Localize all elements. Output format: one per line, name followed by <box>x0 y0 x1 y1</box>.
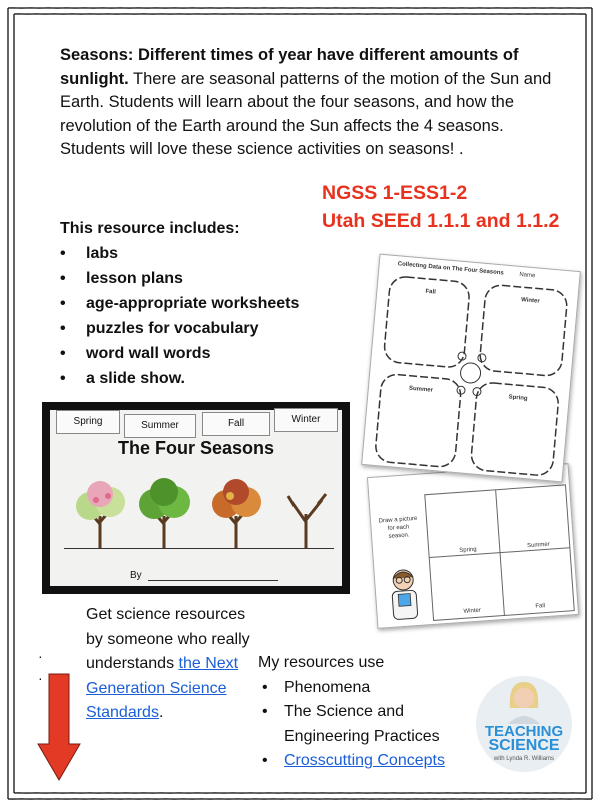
tab-summer: Summer <box>124 414 196 438</box>
promo-text <box>86 603 256 726</box>
standard-utah: Utah SEEd 1.1.1 and 1.1.2 <box>322 209 560 232</box>
list-item: • age-appropriate worksheets <box>60 291 360 316</box>
resources-heading: My resources use <box>258 654 385 671</box>
includes-section <box>60 216 360 391</box>
quad-label: Spring <box>459 546 477 554</box>
list-item <box>258 700 488 749</box>
four-seasons-booklet-photo <box>42 402 350 594</box>
worksheet1-name-label: Name <box>519 271 536 280</box>
teaching-science-logo <box>476 676 572 772</box>
list-item: • Phenomena <box>258 676 488 701</box>
booklet-by-label: By <box>130 570 142 581</box>
worksheet-draw-seasons <box>367 463 579 629</box>
ngss-link[interactable]: the Next Generation Science Standards <box>86 655 239 721</box>
quad-label: Summer <box>526 541 550 550</box>
season-trees-icon <box>60 472 340 550</box>
worksheet2-prompt: Draw a picture for each season. <box>378 515 418 540</box>
list-item: • labs <box>60 241 360 266</box>
intro-body: There are seasonal patterns of the motion of the Sun and Earth. Students will learn about the four seasons, and how the revolution of the Earth around the Sun affects the 4 seasons. Students will love these science activities on seasons! . <box>60 69 552 158</box>
includes-heading: This resource includes: <box>60 220 240 237</box>
standard-ngss: NGSS 1-ESS1-2 <box>322 182 468 204</box>
worksheet1-quadrant-clouds <box>362 269 578 482</box>
teacher-portrait-icon <box>504 678 544 724</box>
stray-dot: · <box>38 670 43 686</box>
resources-section <box>258 651 488 774</box>
resources-list <box>258 676 488 774</box>
quad-label: Spring <box>508 394 528 403</box>
list-item-text: The Science and Engineering Practices <box>284 703 440 745</box>
worksheet-collecting-data <box>361 254 581 483</box>
promo-body: Get science resources by someone who really understands <box>86 606 250 672</box>
stray-dot: · <box>38 648 43 664</box>
tab-spring: Spring <box>56 410 120 434</box>
down-arrow-icon <box>36 672 82 784</box>
logo-line1: TEACHING <box>484 723 564 740</box>
list-item: • lesson plans <box>60 266 360 291</box>
list-item: • a slide show. <box>60 366 360 391</box>
quad-label: Winter <box>520 297 540 305</box>
tab-winter: Winter <box>274 408 338 432</box>
quad-label: Winter <box>463 607 482 615</box>
booklet-page <box>50 410 342 586</box>
worksheet2-grid <box>424 484 575 621</box>
student-scientist-icon <box>382 567 426 626</box>
quad-label: Summer <box>408 385 434 394</box>
quad-label: Fall <box>425 288 437 296</box>
intro-paragraph <box>60 44 560 162</box>
list-item: • puzzles for vocabulary <box>60 316 360 341</box>
includes-list <box>60 241 360 391</box>
crosscutting-concepts-link[interactable]: Crosscutting Concepts <box>284 752 445 769</box>
booklet-ground-line <box>64 548 334 549</box>
intro-bold-lead: Seasons: Different times of year have different amounts of sunlight. <box>60 46 519 88</box>
booklet-title: The Four Seasons <box>117 438 275 458</box>
logo-line2: SCIENCE <box>488 737 560 754</box>
booklet-name-line <box>148 580 278 581</box>
list-item: • word wall words <box>60 341 360 366</box>
worksheet1-title: Collecting Data on The Four Seasons <box>397 261 504 277</box>
list-item <box>258 749 488 774</box>
promo-end: . <box>158 704 164 721</box>
quad-label: Fall <box>535 603 546 610</box>
tab-fall: Fall <box>202 412 270 436</box>
logo-line3: with Lynda R. Williams <box>493 756 555 762</box>
